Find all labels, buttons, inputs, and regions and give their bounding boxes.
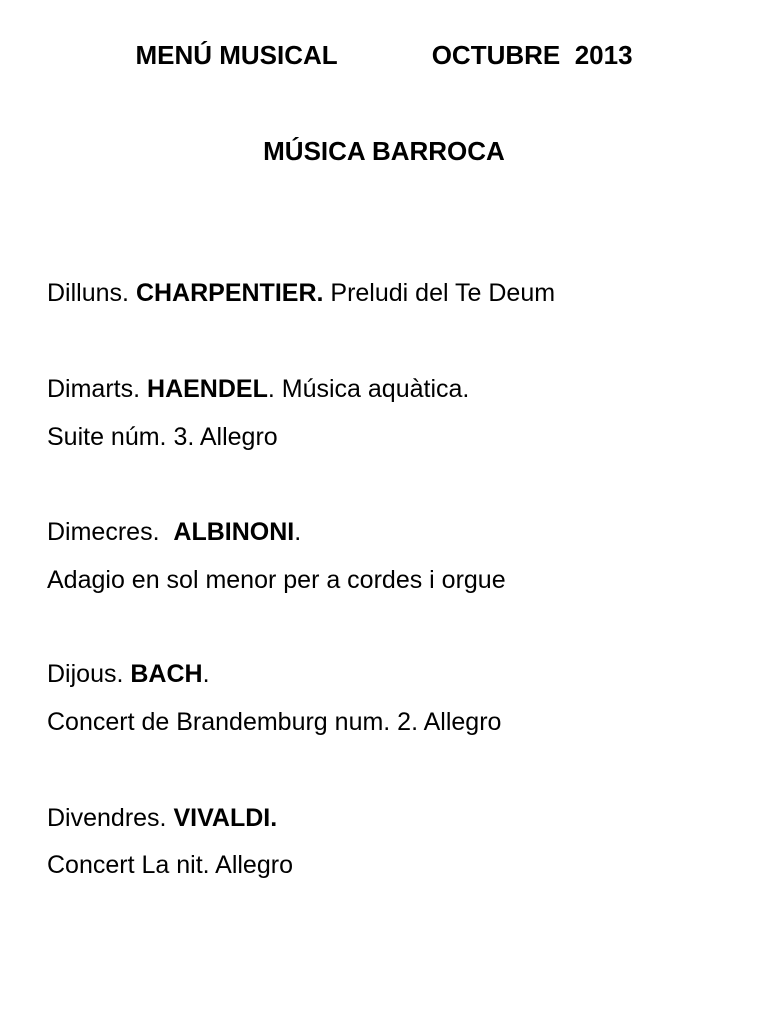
entry-composer: HAENDEL xyxy=(147,375,268,403)
entry-work: . xyxy=(294,518,302,546)
entry-friday-work: Concert La nit. Allegro xyxy=(47,851,293,879)
entry-work: . Música aquàtica. xyxy=(267,375,470,403)
entry-day: Divendres. xyxy=(47,804,167,832)
entry-day: Dilluns. xyxy=(47,279,129,307)
entry-tuesday-work: Suite núm. 3. Allegro xyxy=(47,423,278,451)
entry-monday xyxy=(47,279,555,308)
entry-thursday xyxy=(47,660,210,689)
title-text: MENÚ MUSICAL xyxy=(135,40,338,70)
entry-thursday-work: Concert de Brandemburg num. 2. Allegro xyxy=(47,708,502,736)
entry-day: Dijous. xyxy=(47,660,124,688)
entry-day: Dimecres. xyxy=(47,518,160,546)
entry-composer: CHARPENTIER. xyxy=(135,279,324,307)
entry-wednesday xyxy=(47,518,301,547)
entry-day: Dimarts. xyxy=(47,375,141,403)
entry-work: . xyxy=(202,660,210,688)
entry-wednesday-work: Adagio en sol menor per a cordes i orgue xyxy=(47,566,506,594)
entry-composer: BACH xyxy=(130,660,203,688)
entry-tuesday xyxy=(47,375,469,404)
page-title xyxy=(0,40,768,71)
title-date: OCTUBRE 2013 xyxy=(431,40,633,70)
entry-work: Preludi del Te Deum xyxy=(330,279,556,307)
entry-composer: VIVALDI. xyxy=(173,804,278,832)
entry-friday xyxy=(47,804,277,833)
page-subtitle: MÚSICA BARROCA xyxy=(263,136,505,166)
entry-composer: ALBINONI xyxy=(173,518,295,546)
